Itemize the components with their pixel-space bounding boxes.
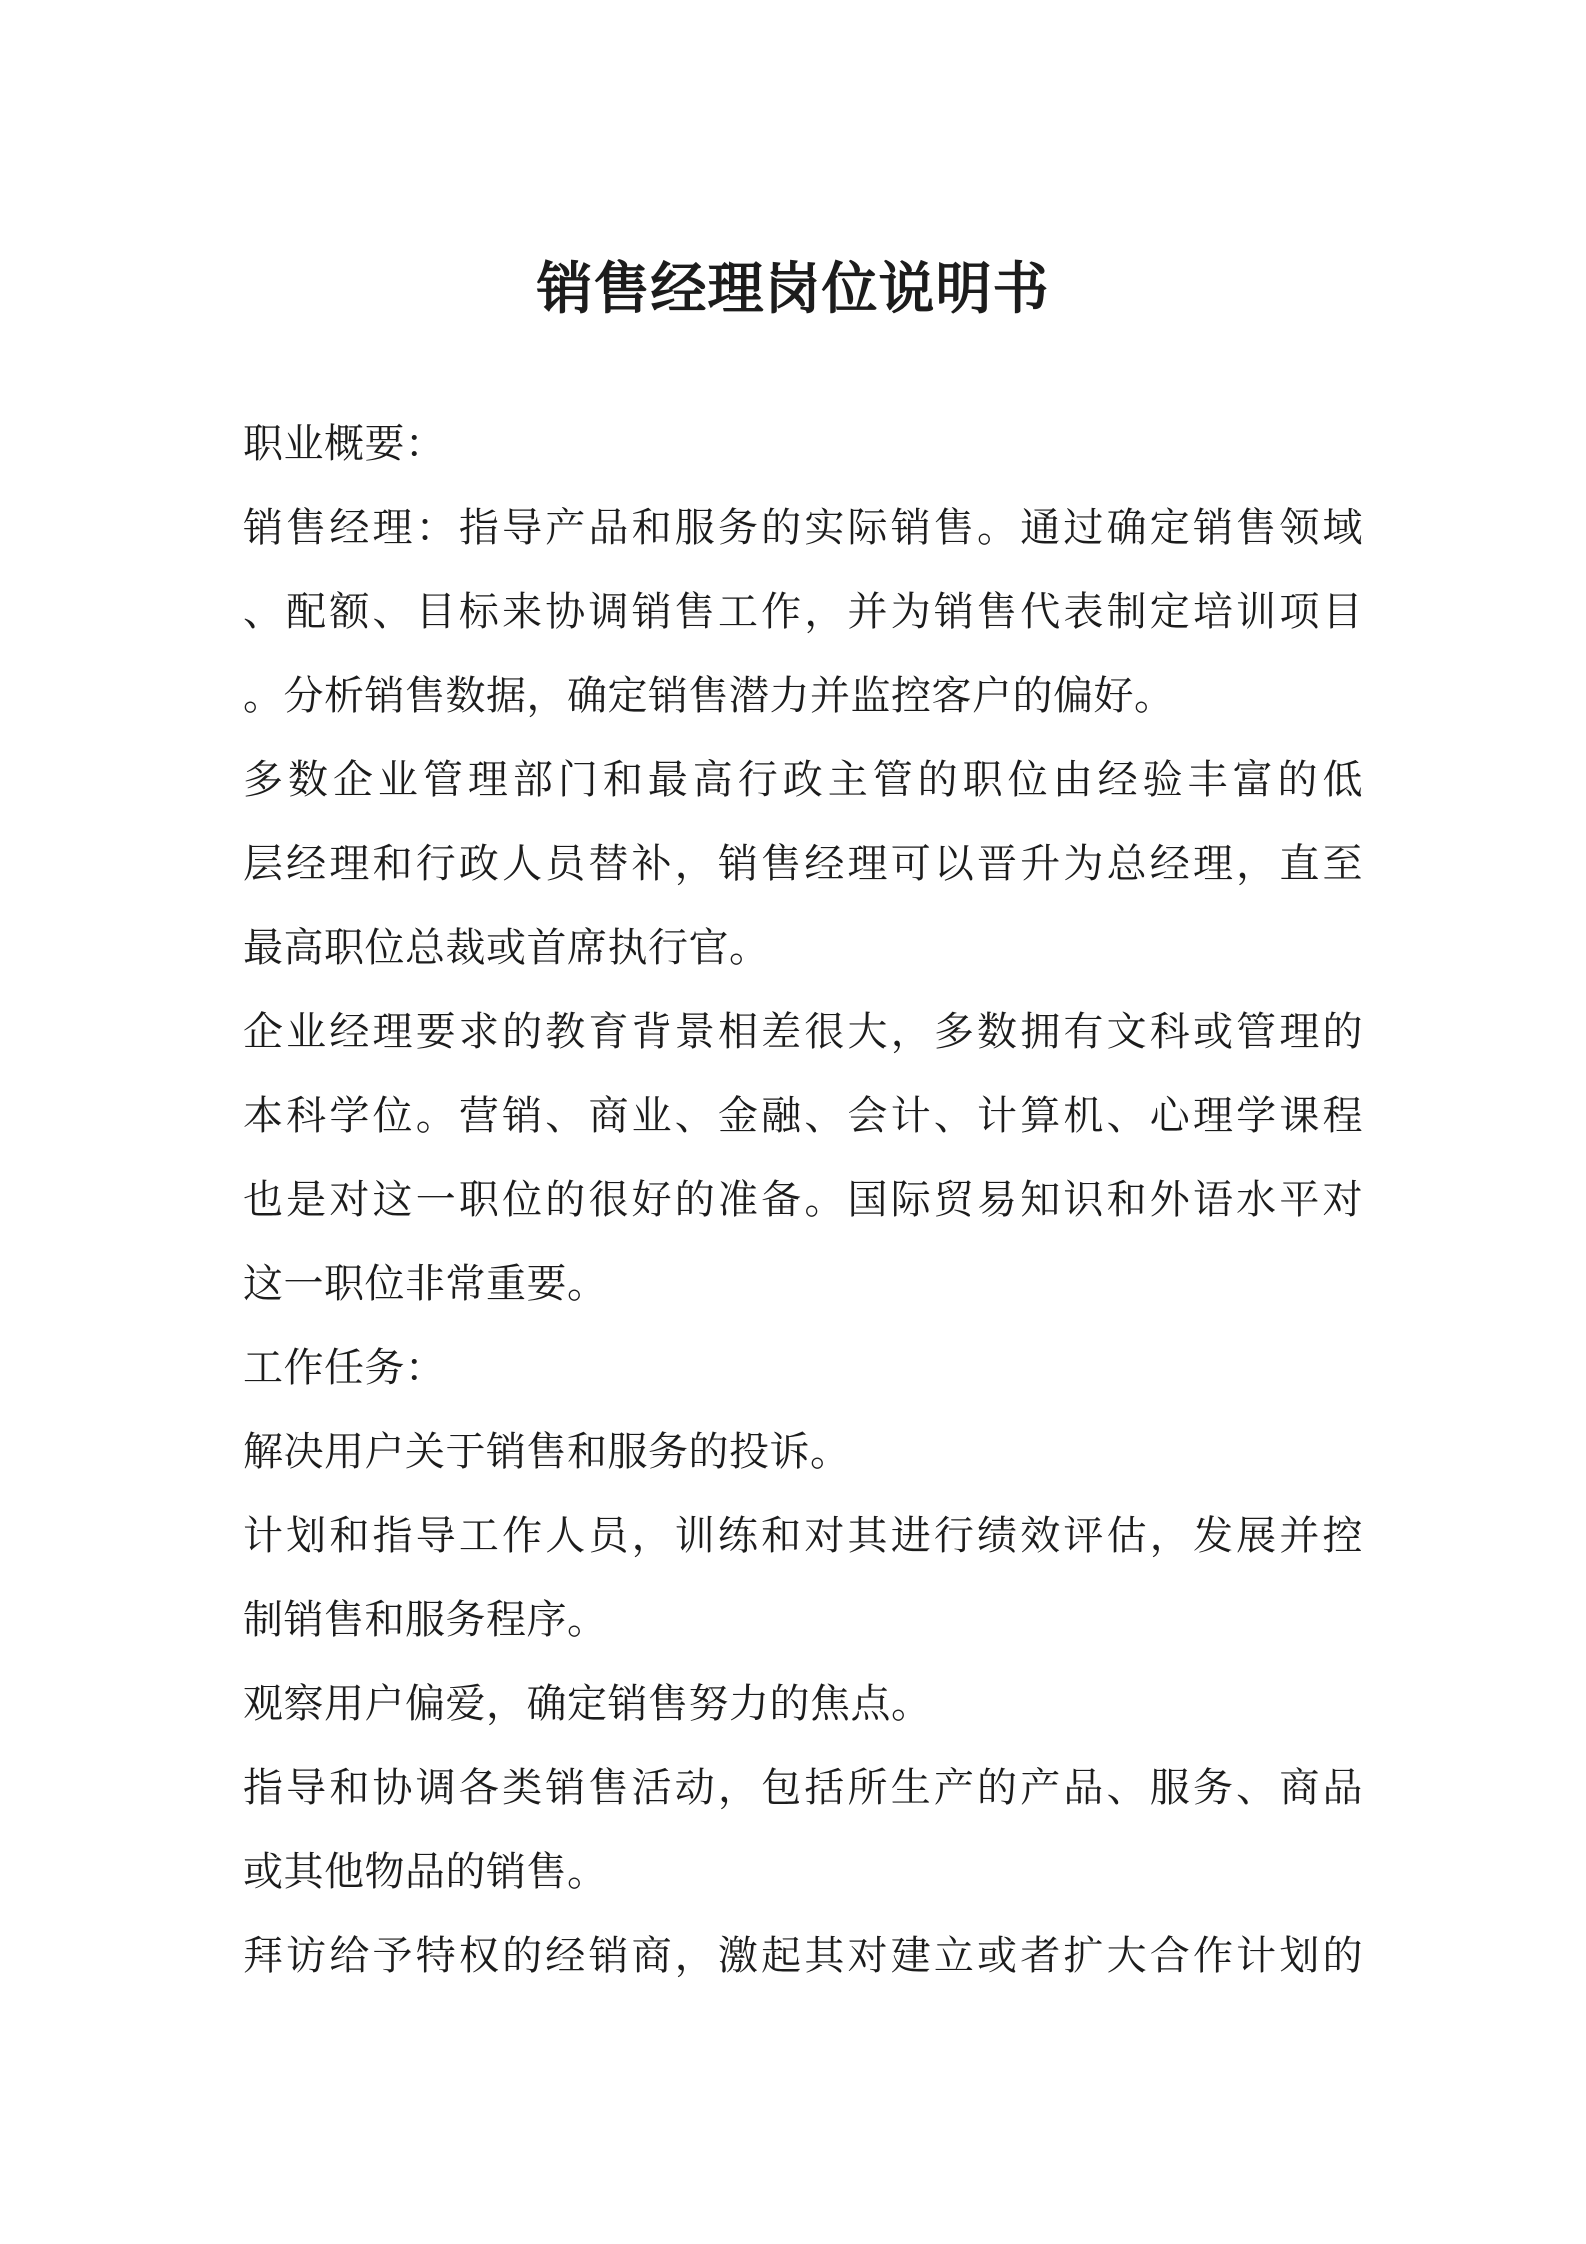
text-line: 多数企业管理部门和最高行政主管的职位由经验丰富的低 xyxy=(243,757,1363,803)
document-body xyxy=(243,402,1363,1998)
text-line: 制销售和服务程序。 xyxy=(243,1597,608,1643)
text-line: 本科学位。营销、商业、金融、会计、计算机、心理学课程 xyxy=(243,1093,1363,1139)
document-title: 销售经理岗位说明书 xyxy=(536,257,1050,322)
text-line: 。分析销售数据，确定销售潜力并监控客户的偏好。 xyxy=(243,673,1175,719)
text-line: 最高职位总裁或首席执行官。 xyxy=(243,925,770,971)
text-line: 解决用户关于销售和服务的投诉。 xyxy=(243,1429,851,1475)
text-line: 企业经理要求的教育背景相差很大，多数拥有文科或管理的 xyxy=(243,1009,1363,1055)
text-line: 也是对这一职位的很好的准备。国际贸易知识和外语水平对 xyxy=(243,1177,1363,1223)
text-line: 或其他物品的销售。 xyxy=(243,1849,608,1895)
text-line: 销售经理：指导产品和服务的实际销售。通过确定销售领域 xyxy=(243,505,1363,551)
text-line: 、配额、目标来协调销售工作，并为销售代表制定培训项目 xyxy=(243,589,1363,635)
text-line: 职业概要： xyxy=(243,421,446,467)
text-line: 计划和指导工作人员，训练和对其进行绩效评估，发展并控 xyxy=(243,1513,1363,1559)
text-line: 层经理和行政人员替补，销售经理可以晋升为总经理，直至 xyxy=(243,841,1363,887)
text-line: 指导和协调各类销售活动，包括所生产的产品、服务、商品 xyxy=(243,1765,1363,1811)
text-line: 这一职位非常重要。 xyxy=(243,1261,608,1307)
text-line: 观察用户偏爱，确定销售努力的焦点。 xyxy=(243,1681,932,1727)
text-line: 工作任务： xyxy=(243,1345,446,1391)
text-line: 拜访给予特权的经销商，激起其对建立或者扩大合作计划的 xyxy=(243,1933,1363,1979)
